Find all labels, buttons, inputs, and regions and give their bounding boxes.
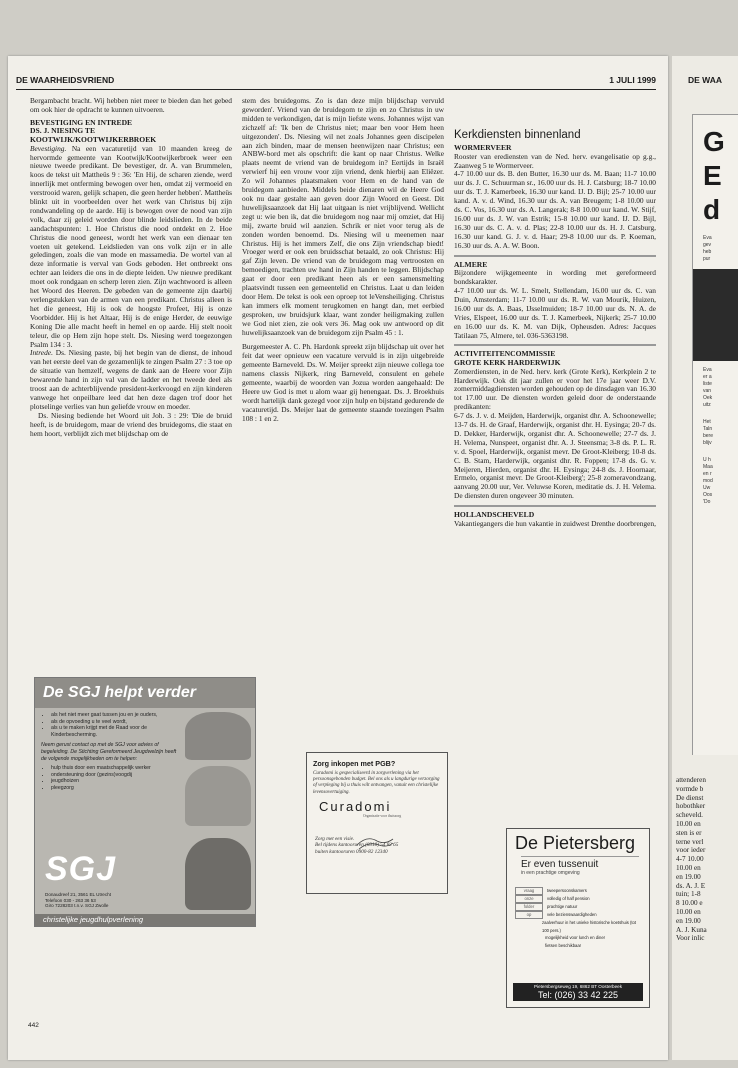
hands-icon bbox=[355, 833, 395, 851]
list-item: fietsen beschikbaar bbox=[545, 942, 582, 948]
sgj-advertisement bbox=[34, 677, 256, 927]
page-number: 442 bbox=[28, 1022, 39, 1029]
photo-boy-cap bbox=[185, 712, 251, 760]
ad-slogan: Er even tussenuit bbox=[521, 856, 639, 870]
amenities-list bbox=[515, 887, 643, 949]
ad-address: Pietersbergseweg 19, 6862 BT Oosterbeek bbox=[513, 983, 643, 989]
curadomi-advertisement bbox=[306, 752, 448, 894]
paragraph: stem des bruidegoms. Zo is dan deze mijn blijdschap vervuld geworden'. Vriend van de bruidegom te zijn en zo Christus in uw midden te verkondigen, dat is mijn liefste wens. Johannes wijst van zichzelf af: 'Ik ben de Christus niet; maar ben voor Hem heen uitgezonden'. Ds. Niesing wil net zoals Johannes geen discipelen aan zich binden, maar de mensen heenwijzen naar Christus; een ANBW-bord met als opschrift: die kant op naar Christus. Welke plaats neemt de vriend van de bruidegom in? Eertijds in Israël verwierf hij een vrouw voor zijn vriend, denk hierbij aan Eliëzer. Zo wil Johannes plaatsmaken voor Hem en de hand van de bruidegom aanbieden. Middels beide dienaren wil de Heere God ook nu daar gestalte aan geven door Zijn Woord en Geest. Dit huwelijksaanzoek dat Hij laat uitgaan is niet vrijblijvend. Wellicht zegt u: wie ben ik, dat die bruidegom nog naar mij omziet, dat Hij mij, zwarte bruid wil aanzien. Schrik er niet voor terug als de zonden worden benoemd. Ds. Niesing wil u meenemen naar Christus. Hij is het immers Zelf, die ons Zijn vriendschap biedt! Vroeger werd er ook een bruidsschat betaald, zo ook Christus: Hij gaf Zijn leven. De vriend van de bruidegom mag vertroosten en bemoedigen, trachten uw hand in Zijn handen te leggen. Blijdschap gaat er door een predikant heen als er een samensmelting plaatsvindt tussen een gemeentelid en Christus. Laat u dan leiden door Hem. De tekst is ook een oproep tot leVensheiliging. Christus kan immers elk moment terugkomen en hangt dan, met eerbied gesproken, uw bruidsjurk klaar, want zonder heiligmaking zullen we God niet zien, zie ook vers 36. Mag ook uw antwoord op dit huwelijksaanzoek van de bruidegom zijn Psalm 45 : 1. bbox=[242, 97, 444, 337]
paragraph: Rooster van erediensten van de Ned. herv. evangelisatie op g.g., Zaanweg 5 te Wormerveer. bbox=[454, 151, 656, 170]
ad-contact: Zorg met een visie. Bel tijdens kantooruren (0318) 54 82 65 buiten kantooruren 0900-82 12340 bbox=[315, 835, 399, 855]
paragraph: Burgemeester A. C. Ph. Hardonk spreekt zijn blijdschap uit over het feit dat weer opnieuw een vacature vervuld is in zijn uitgebreide gemeente Barneveld. Ds. W. Meijer spreekt zijn nieuwe collega toe namens classis Nijkerk, ring Barneveld, consulent en gehele gemeente, waarbij de woorden van Jozua worden aangehaald: De Heere uw God is met u alom waar gij henengaat. Ds. J. Broekhuis wordt hartelijk dank gezegd voor zijn hulp en bijstand gedurende de vacaturetijd. Ds. Meijer laat de gemeente staande toezingen Psalm 108 : 1 en 2. bbox=[242, 342, 444, 423]
column-2 bbox=[242, 97, 444, 675]
ad-phone: Tel: (026) 33 42 225 bbox=[513, 989, 643, 1001]
heading: ALMERE bbox=[454, 259, 488, 269]
next-page-photo bbox=[693, 269, 738, 361]
paragraph: Bergambacht bracht. Wij hebben niet meer te bieden dan het gebed om ook hier de opdracht te kunnen uitvoeren. bbox=[30, 97, 232, 114]
column-1 bbox=[30, 97, 232, 675]
running-header bbox=[16, 75, 656, 90]
divider bbox=[454, 344, 656, 346]
section-title: Kerkdiensten binnenland bbox=[454, 129, 581, 141]
sgj-logo: SGJ bbox=[45, 850, 117, 888]
next-page-edge bbox=[672, 56, 738, 1060]
photo-boy bbox=[185, 838, 251, 910]
paragraph: Ds. Niesing bediende het Woord uit Joh. 3 : 29: 'Die de bruid heeft, is de bruidegom, maar de vriend des bruidegoms, die staat en hem hoort, verblijdt zich met blijdschap om de bbox=[30, 410, 232, 438]
paragraph: Bevestiging. Na een vacaturetijd van 10 maanden kreeg de hervormde gemeente van Kootwijk/Kootwijkerbroek weer een nieuwe tweede predikant. De bevestiger, dr. A. van Brummelen, koos de tekst uit Mattheüs 9 : 36: 'En Hij, de scharen ziende, werd innerlijk met ontferming bewogen over hen, omdat zij vermoeid en verstrooid waren, gelijk schapen, die geen herder hebben'. Mattheüs blinkt uit in voorbeelden over het werk van Christus bij zijn rondwandeling op de aarde. Hij is bewogen over de nood van zijn volk, daar zij geleid worden door blinde leidslieden. In de beide aandachtspunten: 1. Hoe Christus die nood ontdekt en 2. Hoe Christus die nood geneest, wordt het werk van een dienaar ten voeten uit getekend. Leidslieden van ons volk zijn er in alle geledingen, zoals die van mode en massamedia. De wortel van al deze informatie is verval van Gods geboden. Het ontbreekt ons echter aan leiders die ons in de diepte leiden. Uw nieuwe predikant moet ook rondgaan en scherp leren zien. Zijn wachtwoord is alleen het Woord des Heeren. De gebeden van de gemeente zijn daarbij verlengstukken van de armen van een predikant. Christus alleen is het die geneest, Hij is ook de hoogste Profeet, Hij is onze Voorbidder. Hij is het Altaar, Hij is de enige Herder, de eeuwige Koning Die alle macht heeft in hemel en op aarde. Hij stelt nooit teleur, die op Hem zijn hope stelt. Ds. Niesing werd toegezongen Psalm 134 : 3. bbox=[30, 143, 232, 349]
paragraph: Vakantiegangers die hun vakantie in zuidwest Drenthe doorbrengen, bbox=[454, 518, 656, 528]
next-page-header: DE WAA bbox=[688, 75, 722, 85]
list-item: zaalverhuur in het unieke historische koetshuis (tot 100 pers.) bbox=[542, 920, 637, 933]
ad-address: Donaudreef 21, 3561 EL Utrecht Telefoon 030 - 263 36 53 Giro 7228203 t.n.v. SGJ Zwolle bbox=[45, 892, 111, 909]
list-item: vraag tweepersoonskamers bbox=[515, 887, 643, 895]
next-page-article: G E d Eva gev heb pur Eva er a liste van Oek uitz Het Taln bere blijv U h Maa en r mod Uw Oos 'Do bbox=[692, 114, 738, 755]
photo-girl bbox=[185, 766, 251, 826]
heading: HOLLANDSCHEVELD bbox=[454, 510, 535, 520]
article-heading: BEVESTIGING EN INTREDE DS. J. NIESING TE KOOTWIJK/KOOTWIJKERBROEK bbox=[30, 117, 157, 144]
ad-subslogan: in een prachtige omgeving bbox=[521, 870, 580, 876]
paragraph: Zomerdiensten, in de Ned. herv. kerk (Grote Kerk), Kerkplein 2 te Harderwijk. Ook dit jaar zullen er voor het 17e jaar weer D.V. zomermiddagdiensten worden gehouden op de dinsdagen van 16.30 tot 17.00 uur. De diensten worden geleid door de onderstaande predikanten: bbox=[454, 366, 656, 412]
ad-body bbox=[41, 712, 181, 792]
next-page-text: attenderen vormde b De dienst hobothker scheveld. 10.00 en sten is er terne verl voor ieder 4-7 10.00 10.00 en en 19.00 ds. A. J. E tuin; 1-8 8 10.00 e 10.00 en en 19.00 A. J. Kuna Voor inlic bbox=[676, 776, 707, 943]
heading: WORMERVEER bbox=[454, 143, 512, 152]
situation-list: • als het niet meer gaat tussen jou en je ouders, • als de opvoeding u te veel wordt, • als u te maken krijgt met de Raad voor de Kinderbescherming. bbox=[41, 712, 181, 738]
column-3 bbox=[454, 128, 656, 828]
paragraph: 6-7 ds. J. v. d. Meijden, Harderwijk, organist dhr. A. Schoonewelle; 13-7 ds. H. de Graaf, Harderwijk, organist dhr. H. Eysinga; 20-7 ds. D. Dekker, Harderwijk, organist dhr. A. Schoonewelle; 27-7 ds. J. H. Velema, Nunspeet, organist dhr. A. J. Steensma; 3-8 ds. P. L. R. v. d. Spoel, Harderwijk, organist mevr. De Groot-Kleiberg; 10-8 ds. C. B. Stam, Harderwijk, organist dhr. R. Foppen; 17-8 ds. G. v. Meijeren, Hierden, organist dhr. H. Eysinga; 24-8 ds. J. Hoornaar, Ermelo, organist mevr. De Groot-Kleiberg'; 25-8 zomeravondzang, aanvang 20.00 uur, Ver. Veluwse Koren, meditatie ds. J. H. Velema. De diensten duren ongeveer 30 minuten. bbox=[454, 411, 656, 501]
paragraph: Intrede. Ds. Niesing paste, bij het begin van de dienst, de inhoud van het eerste deel van de gezamenlijk te zingen Psalm 27 : 3 toe op de situatie van hemzelf, wegens de dank aan de Heere voor Zijn bewarende hand in zijn val van de ladder en het tweede deel als troost aan de achterblijvende president-kerkvoogd en zijn kinderen vanwege het onpeilbare leed dat hen deze dagen trof door het plotselinge verlies van hun geliefde vrouw en moeder. bbox=[30, 348, 232, 411]
ad-title: De SGJ helpt verder bbox=[35, 678, 255, 708]
ad-intro: Neem gerust contact op met de SGJ voor advies of begeleiding. De Stichting Gereformeerd Jeugdwelzijn heeft de volgende mogelijkheden om te helpen: bbox=[41, 742, 177, 762]
services-list: • hulp thuis door een maatschappelijk werker • ondersteuning door (gezins)voogdij • jeugdhoizen • pleegzorg bbox=[41, 765, 181, 791]
publication-name: DE WAARHEIDSVRIEND bbox=[16, 75, 115, 85]
ad-description: Curadomi is gespecialiseerd in zorgverlening via het persoonsgebonden budget. Bel ons als u langdurige verzorging of verpleging bij u thuis wilt ontvangen, vanuit een christelijke levensovertuiging. bbox=[313, 771, 440, 795]
paragraph: Bijzondere wijkgemeente in wording met gereformeerd bondskarakter. bbox=[454, 268, 656, 287]
pietersberg-advertisement bbox=[506, 828, 650, 1008]
list-item: folder prachtige natuur bbox=[515, 903, 643, 911]
divider bbox=[454, 255, 656, 257]
divider bbox=[454, 505, 656, 507]
heading: ACTIVITEITENCOMMISSIE GROTE KERK HARDERWIJK bbox=[454, 349, 561, 367]
ad-footer: christelijke jeugdhulpverlening bbox=[35, 914, 255, 926]
ad-title: Zorg inkopen met PGB? bbox=[313, 759, 396, 768]
paragraph: 4-7 10.00 uur ds. B. den Butter, 16.30 uur ds. M. Baan; 11-7 10.00 uur ds. J. C. Schuurman sr., 16.00 uur ds. H. J. Catsburg; 18-7 10.00 uur ds. T. J. Kamerbeek, 16.30 uur kand. IJ. D. Bijl; 25-7 10.00 uur kand. A. v. d. Wind, 16.30 uur ds. A. van Breugem; 1-8 10.00 uur ds. C. Vos, 16.30 uur ds. A. Langerak; 8-8 10.00 uur kand. W. Stijf, 16.00 uur ds. J. W. van Estrik; 15-8 10.00 uur kand. IJ. D. Bijl, 16.30 uur ds. C. A. v. d. Plas; 22-8 10.00 uur ds. H. J. Catsburg, 16.30 uur kand. G. J. v. d. Haar; 29-8 10.00 uur ds. P. Koeman, 16.30 uur ds. A. A. W. Boon. bbox=[454, 169, 656, 250]
issue-date: 1 JULI 1999 bbox=[609, 75, 656, 85]
paragraph: 4-7 10.00 uur ds. W. L. Smelt, Stellendam, 16.00 uur ds. C. van Duin, Amsterdam; 11-7 10.00 uur ds. R. W. van Mourik, Huizen, 16.00 uur ds. A. Baas, IJsselmuiden; 18-7 10.00 uur ds. N. A. de Vries, Elspeet, 16.00 uur ds. T. J. Kamerbeek, Nijkerk; 25-7 10.00 en 16.00 uur ds. K. M. van Dijk, Opheusden. Adres: Jacques Tatilaan 75, Almere, tel. 036-5363198. bbox=[454, 285, 656, 340]
curadomi-logo: Curadomi bbox=[319, 798, 392, 814]
list-item: onze volledig of half pension bbox=[515, 895, 643, 903]
list-item: mogelijkheid voor lunch en diner bbox=[545, 935, 606, 941]
logo-subtitle: Organisatie voor thuiszorg bbox=[363, 813, 402, 818]
list-item: op vele bezienswaardigheden bbox=[515, 911, 643, 919]
ad-title: De Pietersberg bbox=[515, 833, 636, 853]
